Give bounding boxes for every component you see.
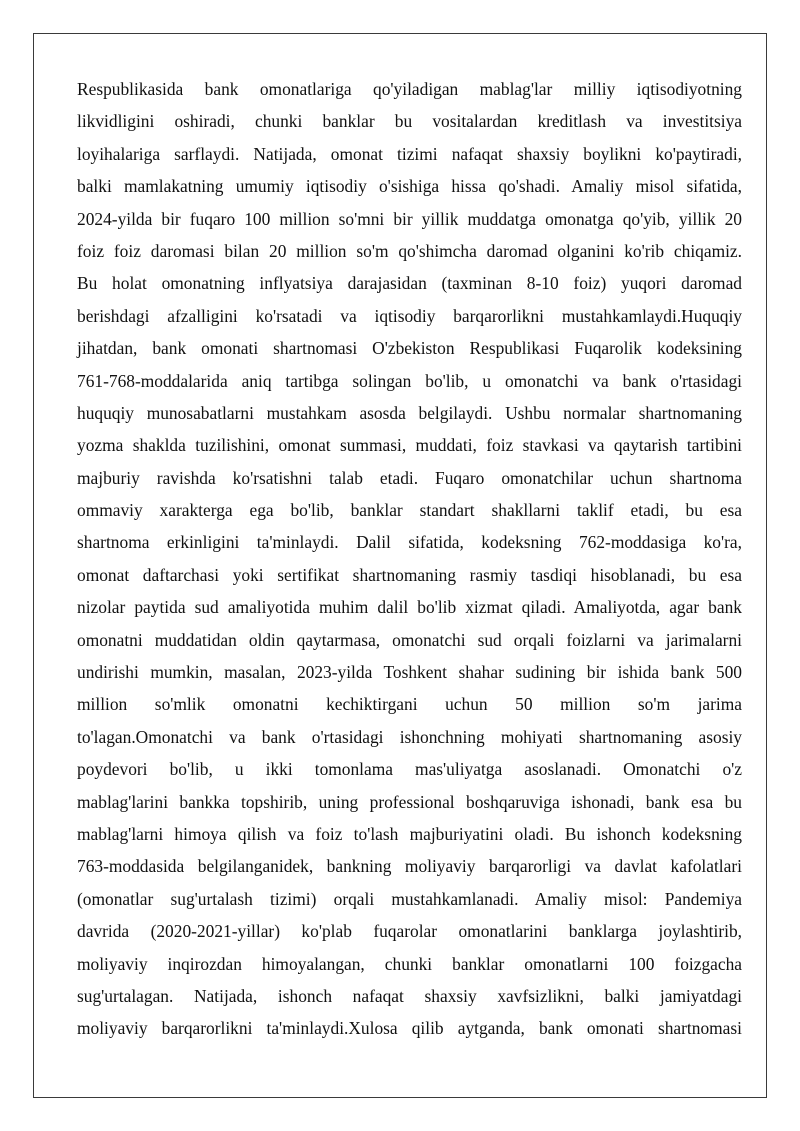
text-line: undirishi mumkin, masalan, 2023-yilda Toshkent shahar sudining bir ishida bank 500: [77, 662, 742, 683]
text-line: nizolar paytida sud amaliyotida muhim dalil bo'lib xizmat qiladi. Amaliyotda, agar bank: [77, 597, 742, 618]
text-line: poydevori bo'lib, u ikki tomonlama mas'uliyatga asoslanadi. Omonatchi o'z: [77, 759, 742, 780]
text-line: Bu holat omonatning inflyatsiya darajasidan (taxminan 8-10 foiz) yuqori daromad: [77, 273, 742, 294]
text-line: likvidligini oshiradi, chunki banklar bu vositalardan kreditlash va investitsiya: [77, 111, 742, 132]
text-line: foiz foiz daromasi bilan 20 million so'm qo'shimcha daromad olganini ko'rib chiqamiz.: [77, 240, 742, 261]
text-line: (omonatlar sug'urtalash tizimi) orqali mustahkamlanadi. Amaliy misol: Pandemiya: [77, 888, 742, 909]
text-line: 2024-yilda bir fuqaro 100 million so'mni bir yillik muddatga omonatga qo'yib, yillik 20: [77, 208, 742, 229]
text-line: huquqiy munosabatlarni mustahkam asosda belgilaydi. Ushbu normalar shartnomaning: [77, 402, 742, 423]
text-line: yozma shaklda tuzilishini, omonat summasi, muddati, foiz stavkasi va qaytarish tartibini: [77, 435, 742, 456]
text-line: majburiy ravishda ko'rsatishni talab etadi. Fuqaro omonatchilar uchun shartnoma: [77, 467, 742, 488]
text-line: 761-768-moddalarida aniq tartibga solingan bo'lib, u omonatchi va bank o'rtasidagi: [77, 370, 742, 391]
text-line: berishdagi afzalligini ko'rsatadi va iqtisodiy barqarorlikni mustahkamlaydi.Huquqiy: [77, 305, 742, 326]
text-line: mablag'larini bankka topshirib, uning professional boshqaruviga ishonadi, bank esa bu: [77, 791, 742, 812]
text-line: moliyaviy inqirozdan himoyalangan, chunki banklar omonatlarni 100 foizgacha: [77, 953, 742, 974]
text-line: moliyaviy barqarorlikni ta'minlaydi.Xulosa qilib aytganda, bank omonati shartnomasi: [77, 1018, 742, 1039]
text-line: million so'mlik omonatni kechiktirgani uchun 50 million so'm jarima: [77, 694, 742, 715]
text-line: mablag'larni himoya qilish va foiz to'lash majburiyatini oladi. Bu ishonch kodeksning: [77, 823, 742, 844]
text-line: omonat daftarchasi yoki sertifikat shartnomaning rasmiy tasdiqi hisoblanadi, bu esa: [77, 564, 742, 585]
text-line: to'lagan.Omonatchi va bank o'rtasidagi ishonchning mohiyati shartnomaning asosiy: [77, 726, 742, 747]
text-line: davrida (2020-2021-yillar) ko'plab fuqarolar omonatlarini banklarga joylashtirib,: [77, 921, 742, 942]
text-line: sug'urtalagan. Natijada, ishonch nafaqat shaxsiy xavfsizlikni, balki jamiyatdagi: [77, 985, 742, 1006]
text-line: 763-moddasida belgilanganidek, bankning moliyaviy barqarorligi va davlat kafolatlari: [77, 856, 742, 877]
text-line: loyihalariga sarflaydi. Natijada, omonat tizimi nafaqat shaxsiy boylikni ko'paytiradi,: [77, 143, 742, 164]
text-line: ommaviy xarakterga ega bo'lib, banklar standart shakllarni taklif etadi, bu esa: [77, 500, 742, 521]
text-line: balki mamlakatning umumiy iqtisodiy o'sishiga hissa qo'shadi. Amaliy misol sifatida,: [77, 176, 742, 197]
text-line: jihatdan, bank omonati shartnomasi O'zbekiston Respublikasi Fuqarolik kodeksining: [77, 338, 742, 359]
text-line: Respublikasida bank omonatlariga qo'yiladigan mablag'lar milliy iqtisodiyotning: [77, 79, 742, 99]
body-text: [77, 73, 742, 1045]
text-line: omonatni muddatidan oldin qaytarmasa, omonatchi sud orqali foizlarni va jarimalarni: [77, 629, 742, 650]
document-page: [33, 33, 767, 1098]
text-line: shartnoma erkinligini ta'minlaydi. Dalil sifatida, kodeksning 762-moddasiga ko'ra,: [77, 532, 742, 553]
